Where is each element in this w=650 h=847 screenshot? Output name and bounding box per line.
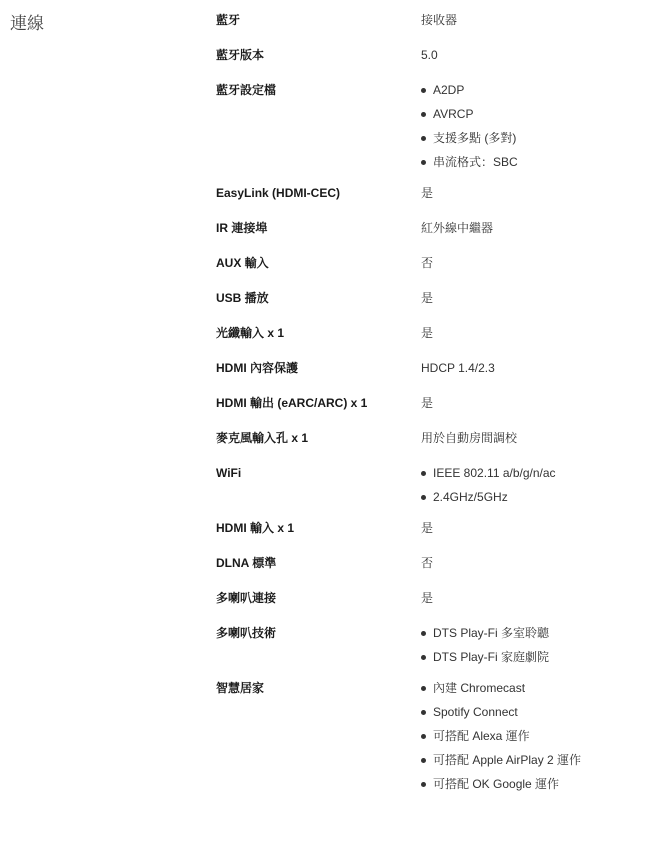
spec-label: 麥克風輸入孔 x 1 (216, 431, 309, 445)
spec-label: HDMI 輸出 (eARC/ARC) x 1 (216, 396, 368, 410)
list-item-text: 可搭配 Apple AirPlay 2 運作 (433, 753, 582, 767)
spec-row (216, 555, 636, 571)
spec-label: 多喇叭連接 (216, 591, 277, 605)
spec-row (216, 47, 636, 63)
list-item (421, 680, 636, 696)
list-item (421, 489, 636, 505)
list-item (421, 704, 636, 720)
list-item (421, 465, 636, 481)
spec-row (216, 220, 636, 236)
spec-row (216, 255, 636, 271)
spec-value: 是 (421, 396, 434, 410)
spec-label: WiFi (216, 466, 242, 480)
list-item-text: 2.4GHz/5GHz (433, 490, 508, 504)
list-item (421, 154, 636, 170)
spec-value: HDCP 1.4/2.3 (421, 361, 495, 375)
spec-value: 否 (421, 256, 434, 270)
spec-row (216, 395, 636, 411)
spec-label: EasyLink (HDMI-CEC) (216, 186, 341, 200)
spec-list (216, 12, 636, 792)
list-item-text: 可搭配 OK Google 運作 (433, 777, 560, 791)
bullet-dot-icon (421, 686, 426, 691)
spec-value: 是 (421, 186, 434, 200)
bullet-list (421, 680, 636, 792)
spec-label: USB 播放 (216, 291, 269, 305)
list-item-text: AVRCP (433, 107, 474, 121)
list-item-text: 支援多點 (多對) (433, 131, 517, 145)
list-item-text: 內建 Chromecast (433, 681, 526, 695)
bullet-dot-icon (421, 782, 426, 787)
spec-label: 藍牙 (216, 13, 241, 27)
spec-value: 接收器 (421, 13, 458, 27)
spec-row (216, 360, 636, 376)
spec-label: 光纖輸入 x 1 (216, 326, 285, 340)
spec-value-list (421, 680, 636, 792)
spec-row (216, 82, 636, 170)
spec-label: IR 連接埠 (216, 221, 268, 235)
list-item-text: 可搭配 Alexa 運作 (433, 729, 530, 743)
spec-value: 是 (421, 521, 434, 535)
bullet-dot-icon (421, 631, 426, 636)
spec-label: DLNA 標準 (216, 556, 277, 570)
bullet-dot-icon (421, 655, 426, 660)
spec-value: 紅外線中繼器 (421, 221, 494, 235)
spec-label: HDMI 輸入 x 1 (216, 521, 295, 535)
list-item (421, 106, 636, 122)
list-item-text: DTS Play-Fi 家庭劇院 (433, 650, 550, 664)
list-item (421, 625, 636, 641)
bullet-dot-icon (421, 88, 426, 93)
bullet-dot-icon (421, 471, 426, 476)
spec-value: 是 (421, 326, 434, 340)
spec-label: 多喇叭技術 (216, 626, 277, 640)
list-item (421, 649, 636, 665)
list-item-text: 串流格式：SBC (433, 155, 518, 169)
spec-value: 是 (421, 591, 434, 605)
bullet-dot-icon (421, 112, 426, 117)
spec-value: 否 (421, 556, 434, 570)
spec-row (216, 325, 636, 341)
spec-value: 是 (421, 291, 434, 305)
section-title: 連線 (10, 14, 44, 33)
list-item-text: DTS Play-Fi 多室聆聽 (433, 626, 550, 640)
spec-value-list (421, 82, 636, 170)
bullet-dot-icon (421, 758, 426, 763)
spec-label: HDMI 內容保護 (216, 361, 298, 375)
list-item (421, 752, 636, 768)
bullet-dot-icon (421, 734, 426, 739)
spec-value-list (421, 465, 636, 505)
bullet-list (421, 465, 636, 505)
bullet-dot-icon (421, 495, 426, 500)
bullet-list (421, 82, 636, 170)
spec-row (216, 465, 636, 505)
list-item-text: IEEE 802.11 a/b/g/n/ac (433, 466, 556, 480)
spec-row (216, 12, 636, 28)
spec-row (216, 520, 636, 536)
spec-row (216, 430, 636, 446)
list-item (421, 82, 636, 98)
spec-row (216, 680, 636, 792)
list-item-text: A2DP (433, 83, 465, 97)
spec-label: AUX 輸入 (216, 256, 269, 270)
spec-value: 用於自動房間調校 (421, 431, 518, 445)
spec-row (216, 625, 636, 665)
list-item-text: Spotify Connect (433, 705, 518, 719)
bullet-dot-icon (421, 160, 426, 165)
list-item (421, 130, 636, 146)
spec-row (216, 185, 636, 201)
bullet-list (421, 625, 636, 665)
spec-label: 藍牙設定檔 (216, 83, 277, 97)
spec-label: 藍牙版本 (216, 48, 265, 62)
spec-label: 智慧居家 (216, 681, 265, 695)
list-item (421, 728, 636, 744)
bullet-dot-icon (421, 710, 426, 715)
spec-row (216, 290, 636, 306)
bullet-dot-icon (421, 136, 426, 141)
list-item (421, 776, 636, 792)
spec-row (216, 590, 636, 606)
spec-value-list (421, 625, 636, 665)
spec-value: 5.0 (421, 48, 438, 62)
